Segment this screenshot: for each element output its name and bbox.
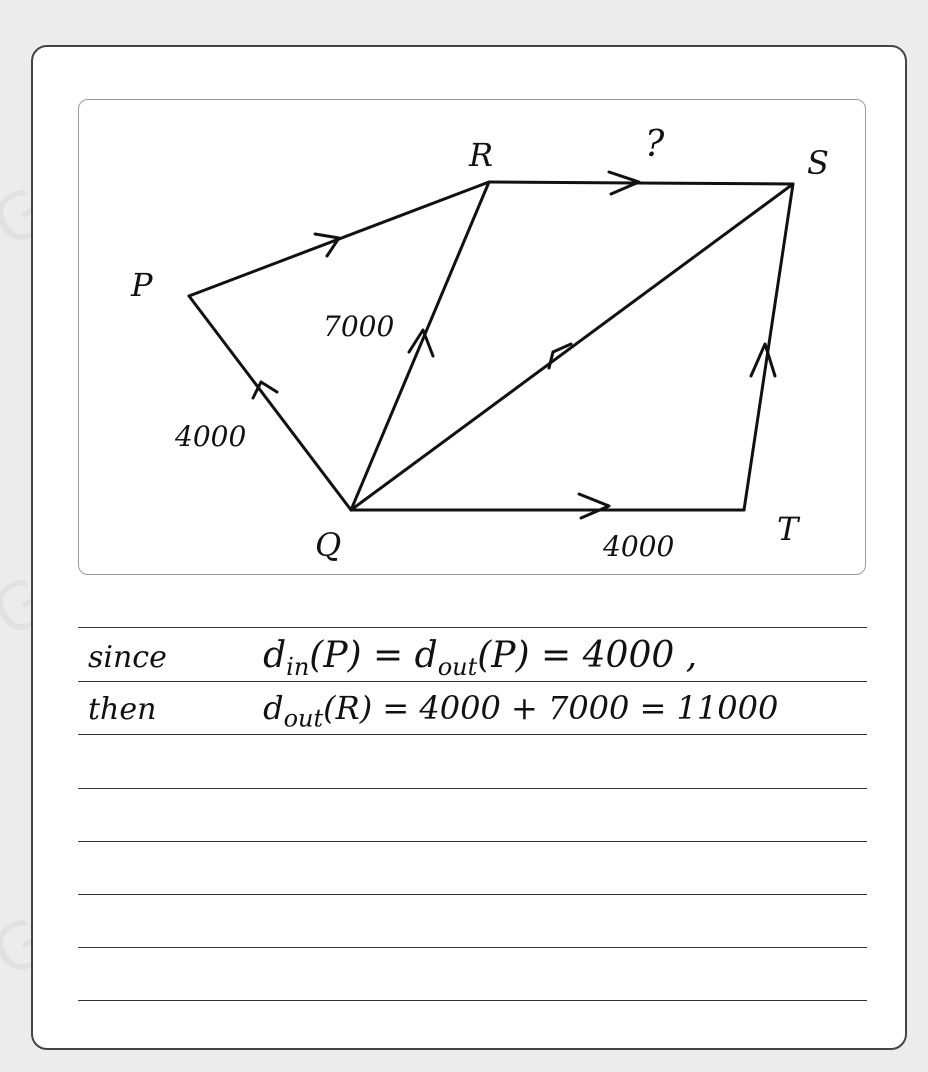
- node-label-s: S: [807, 144, 829, 182]
- line2-rest: (R) = 4000 + 7000 = 11000: [323, 689, 779, 727]
- edge-r-s: [489, 182, 793, 184]
- graph-figure: [78, 99, 866, 575]
- arrow-q-t: [579, 494, 609, 518]
- ruled-line: [78, 734, 867, 735]
- line1-mid1: (P) =: [309, 635, 415, 676]
- answer-card: [31, 45, 907, 1050]
- edge-label-r-s: ?: [645, 124, 665, 165]
- line1-mid2: (P) = 4000 ,: [477, 635, 698, 676]
- d-symbol: d: [263, 689, 284, 727]
- ruled-line: [78, 947, 867, 948]
- ruled-line: [78, 894, 867, 895]
- line1-label: since: [88, 640, 167, 675]
- node-label-q: Q: [315, 526, 342, 564]
- node-label-t: T: [777, 510, 799, 548]
- ruled-line: [78, 841, 867, 842]
- edge-label-q-t: 4000: [603, 530, 675, 563]
- ruled-line: [78, 1000, 867, 1001]
- edge-label-q-r: 7000: [323, 310, 395, 343]
- ruled-line: [78, 788, 867, 789]
- subscript-out: out: [437, 653, 478, 682]
- d-symbol: d: [414, 635, 438, 676]
- network-graph: [79, 100, 866, 575]
- subscript-in: in: [286, 653, 310, 682]
- node-label-r: R: [469, 136, 494, 174]
- arrow-t-s: [751, 344, 775, 376]
- solution-line-2: [88, 689, 778, 732]
- line2-expression: [263, 689, 779, 733]
- d-symbol: d: [263, 635, 287, 676]
- node-label-p: P: [131, 266, 153, 304]
- line1-expression: [263, 635, 698, 682]
- edge-t-s: [744, 184, 793, 510]
- edge-label-q-p: 4000: [175, 420, 247, 453]
- solution-line-1: [88, 635, 697, 681]
- subscript-out: out: [283, 704, 324, 733]
- ruled-line: [78, 627, 867, 628]
- line2-label: then: [88, 692, 157, 727]
- edge-q-s: [351, 184, 793, 510]
